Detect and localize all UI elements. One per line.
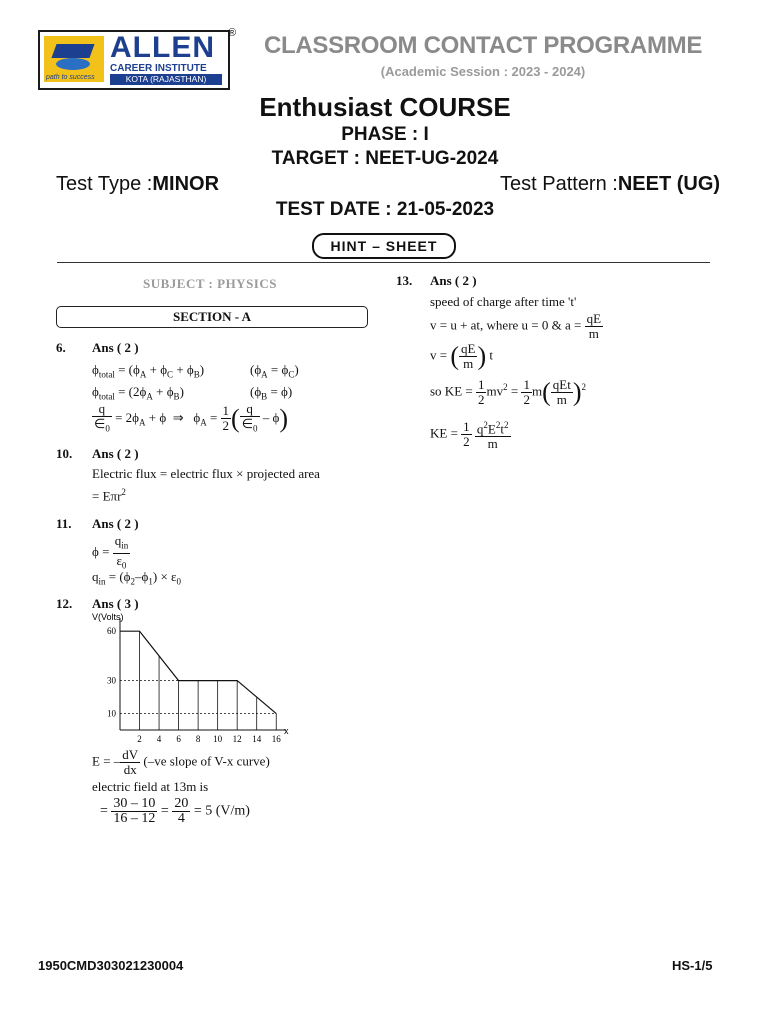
target: TARGET : NEET-UG-2024 (271, 148, 499, 169)
y-tick-label: 60 (107, 626, 116, 637)
q6-eq2: $\phi_{total} = (2\phi_A + \phi_B)$ (92, 384, 184, 402)
divider (57, 262, 710, 263)
section-heading: SECTION - A (56, 306, 368, 328)
y-tick-label: 30 (107, 675, 116, 686)
v-x-graph (86, 610, 296, 752)
x-tick-label: 4 (156, 734, 162, 744)
q12-field-eq: E = – $\frac{dV}{dx}$ (–ve slope of V-x curve) (92, 747, 270, 777)
registered-mark: ® (228, 27, 237, 39)
course-title: Enthusiast COURSE (259, 92, 511, 122)
test-pattern: Test Pattern :NEET (UG) (500, 173, 721, 195)
logo-city: KOTA (RAJASTHAN) (110, 74, 222, 85)
q12-field-text: electric field at 13m is (92, 779, 209, 794)
q6-answer: Ans ( 2 ) (92, 340, 139, 355)
y-axis-label: V(Volts) (92, 612, 124, 622)
x-tick-label: 16 (271, 734, 281, 744)
q10-line1: Electric flux = electric flux × projected area (92, 466, 320, 481)
q6-eq1: $\phi_{total} = (\phi_A + \phi_C + \phi_B)$ (92, 362, 205, 380)
q12-answer: Ans ( 3 ) (92, 596, 139, 611)
q11-eq1: ϕ = $\frac{q_{in}}{\varepsilon_0}$ (92, 533, 129, 571)
q13-velocity: v = ( $\frac{qE}{m}$ ) t (430, 341, 494, 371)
document-code: 1950CMD303021230004 (38, 958, 184, 973)
test-date: TEST DATE : 21-05-2023 (275, 199, 495, 220)
page-number: HS-1/5 (672, 958, 713, 973)
q12-number: 12. (56, 596, 73, 611)
allen-logo (38, 30, 230, 90)
q11-answer: Ans ( 2 ) (92, 516, 139, 531)
y-tick-label: 10 (107, 708, 116, 719)
logo-institute: CAREER INSTITUTE (110, 63, 207, 74)
x-tick-label: 10 (213, 734, 223, 744)
q6-eq1-note: $(\phi_A = \phi_C)$ (250, 362, 299, 380)
x-axis-label: x (284, 726, 289, 736)
phase: PHASE : I (341, 124, 429, 145)
q13-ke2: KE = $\frac{1}{2}$ $\frac{q^2E^2t^2}{m}$ (430, 419, 509, 452)
q13-line1: speed of charge after time 't' (430, 294, 577, 309)
x-tick-label: 6 (176, 734, 181, 744)
q13-number: 13. (396, 273, 413, 288)
q12-calc: = $\frac{30 - 10}{16 - 12}$ = $\frac{20}{4}$ = 5 (V/m) (100, 796, 250, 826)
test-type: Test Type :MINOR (56, 173, 220, 195)
q10-answer: Ans ( 2 ) (92, 446, 139, 461)
q10-number: 10. (56, 446, 73, 461)
subject-heading: SUBJECT : PHYSICS (143, 276, 277, 291)
x-tick-label: 12 (232, 734, 242, 744)
x-tick-label: 14 (252, 734, 262, 744)
q13-answer: Ans ( 2 ) (430, 273, 477, 288)
logo-emblem-icon: path to success (44, 36, 104, 82)
x-tick-label: 2 (137, 734, 142, 744)
q6-eq3: $\frac{q}{\in_0}$ = $2\phi_A + \phi$ ⇒ $\phi_A$ = $\frac{1}{2}$ ( $\frac{q}{\in_0}$ – ϕ) (94, 401, 289, 434)
q6-eq2-note: $(\phi_B = \phi)$ (250, 384, 293, 402)
q6-number: 6. (56, 340, 66, 355)
q13-ke1: so KE = $\frac{1}{2}$ $mv^2$ = $\frac{1}{2}$ m( $\frac{\text{qEt}}{m}$ )$^2$ (430, 377, 586, 407)
hint-sheet-badge: HINT – SHEET (312, 233, 456, 259)
programme-title: CLASSROOM CONTACT PROGRAMME (263, 32, 703, 59)
logo-name: ALLEN (110, 31, 215, 64)
q13-line2: v = u + at, where u = 0 & a = $\frac{qE}{m}$ (430, 311, 602, 341)
academic-session: (Academic Session : 2023 - 2024) (380, 64, 586, 79)
q11-eq2: $q_{in} = (\phi_2-\phi_1) \times \varepsilon_0$ (92, 569, 181, 587)
q11-number: 11. (56, 516, 72, 531)
q10-line2: = Eπr$^2$ (92, 487, 126, 504)
x-tick-label: 8 (195, 734, 201, 744)
